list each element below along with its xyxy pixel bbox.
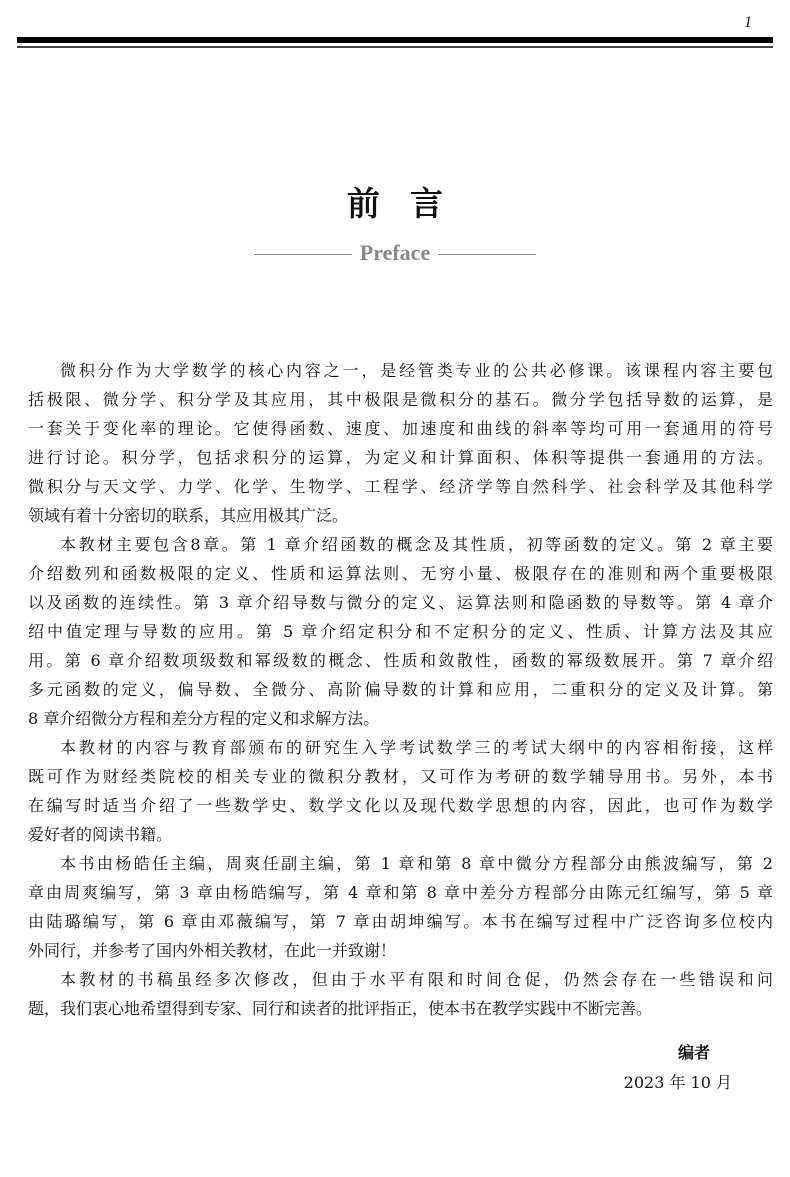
text-line: 在编写时适当介绍了一些数学史、数学文化以及现代数学思想的内容，因此，也可作为数学 bbox=[28, 796, 773, 815]
paragraph bbox=[28, 530, 773, 733]
subtitle bbox=[0, 240, 790, 266]
paragraph bbox=[28, 849, 773, 965]
text-line: 爱好者的阅读书籍。 bbox=[28, 825, 173, 844]
text-line: 微积分与天文学、力学、化学、生物学、工程学、经济学等自然科学、社会科学及其他科学 bbox=[28, 477, 773, 496]
text-line: 8 章介绍微分方程和差分方程的定义和求解方法。 bbox=[28, 709, 380, 728]
text-line: 绍中值定理与导数的应用。第 5 章介绍定积分和不定积分的定义、性质、计算方法及其应 bbox=[28, 622, 773, 641]
header-rule-thin bbox=[17, 46, 773, 48]
text-line: 领域有着十分密切的联系，其应用极其广泛。 bbox=[28, 506, 349, 525]
text-line: 以及函数的连续性。第 3 章介绍导数与微分的定义、运算法则和隐函数的导数等。第 4 章介 bbox=[28, 593, 773, 612]
subtitle-left-line bbox=[254, 254, 352, 255]
text-line: 微积分作为大学数学的核心内容之一，是经管类专业的公共必修课。该课程内容主要包 bbox=[60, 361, 773, 380]
paragraph bbox=[28, 965, 773, 1023]
paragraph bbox=[28, 733, 773, 849]
text-line: 一套关于变化率的理论。它使得函数、速度、加速度和曲线的斜率等均可用一套通用的符号 bbox=[28, 419, 773, 438]
date: 2023 年 10 月 bbox=[623, 1073, 732, 1092]
text-line: 介绍数列和函数极限的定义、性质和运算法则、无穷小量、极限存在的准则和两个重要极限 bbox=[28, 564, 773, 583]
text-line: 本教材的书稿虽经多次修改，但由于水平有限和时间仓促，仍然会存在一些错误和问 bbox=[60, 970, 773, 989]
page-number: 1 bbox=[744, 14, 752, 31]
text-line: 多元函数的定义，偏导数、全微分、高阶偏导数的计算和应用，二重积分的定义及计算。第 bbox=[28, 680, 773, 699]
subtitle-right-line bbox=[438, 254, 536, 255]
text-line: 既可作为财经类院校的相关专业的微积分教材，又可作为考研的数学辅导用书。另外，本书 bbox=[28, 767, 773, 786]
text-line: 外同行，并参考了国内外相关教材，在此一并致谢！ bbox=[28, 941, 397, 960]
text-line: 章由周爽编写，第 3 章由杨皓编写，第 4 章和第 8 章中差分方程部分由陈元红编写，第 5 章 bbox=[28, 883, 773, 902]
page-title: 前言 bbox=[347, 184, 473, 223]
text-line: 括极限、微分学、积分学及其应用，其中极限是微积分的基石。微分学包括导数的运算，是 bbox=[28, 390, 773, 409]
text-line: 进行讨论。积分学，包括求积分的运算，为定义和计算面积、体积等提供一套通用的方法。 bbox=[28, 448, 773, 467]
paragraph bbox=[28, 356, 773, 530]
text-line: 本书由杨皓任主编，周爽任副主编，第 1 章和第 8 章中微分方程部分由熊波编写，第 2 bbox=[60, 854, 773, 873]
text-line: 本教材主要包含8章。第 1 章介绍函数的概念及其性质，初等函数的定义。第 2 章主要 bbox=[60, 535, 773, 554]
text-line: 由陆璐编写，第 6 章由邓薇编写，第 7 章由胡坤编写。本书在编写过程中广泛咨询多位校内 bbox=[28, 912, 773, 931]
text-line: 题，我们衷心地希望得到专家、同行和读者的批评指正，使本书在教学实践中不断完善。 bbox=[28, 999, 653, 1018]
preface-body bbox=[28, 356, 773, 1023]
subtitle-text: Preface bbox=[359, 240, 431, 265]
header-rule-thick bbox=[17, 37, 773, 43]
text-line: 用。第 6 章介绍数项级数和幂级数的概念、性质和敛散性，函数的幂级数展开。第 7 章介绍 bbox=[28, 651, 773, 670]
author-signature: 编者 bbox=[677, 1043, 710, 1062]
text-line: 本教材的内容与教育部颁布的研究生入学考试数学三的考试大纲中的内容相衔接，这样 bbox=[60, 738, 773, 757]
